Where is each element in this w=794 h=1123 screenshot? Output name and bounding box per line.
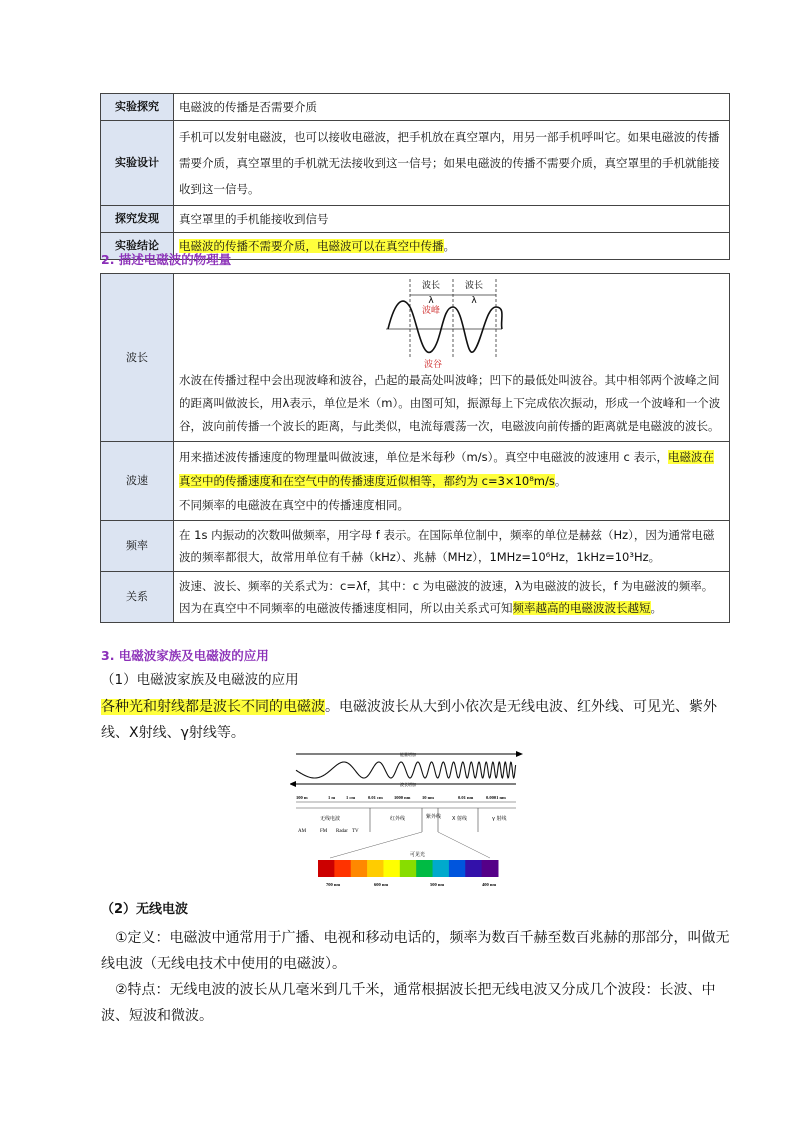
scale-label: 10 nm xyxy=(422,795,434,800)
row-label: 实验结论 xyxy=(101,233,174,260)
visible-light-label: 可见光 xyxy=(410,852,426,858)
table-row xyxy=(101,442,730,521)
row-text xyxy=(174,572,730,623)
table-row xyxy=(101,206,730,233)
row-text: 手机可以发射电磁波，也可以接收电磁波，把手机放在真空罩内，用另一部手机呼叫它。如果电磁波的传播需要介质，真空罩里的手机就无法接收到这一信号；如果电磁波的传播不需要介质，真空罩里的手机就能接收到这一信号。 xyxy=(174,121,730,206)
spectrum-color-band xyxy=(433,860,450,877)
table-row xyxy=(101,121,730,206)
section-title: 2. 描述电磁波的物理量 xyxy=(101,252,232,267)
spectrum-color-band xyxy=(482,860,499,877)
row-label: 关系 xyxy=(101,572,174,623)
band-label: 无线电波 xyxy=(320,816,341,822)
highlight-text: 各种光和射线都是波长不同的电磁波 xyxy=(101,699,325,715)
table-row xyxy=(101,521,730,572)
row-label: 探究发现 xyxy=(101,206,174,233)
wavelength-text: 水波在传播过程中会出现波峰和波谷，凸起的最高处叫波峰；凹下的最低处叫波谷。其中相邻两个波峰之间的距离叫做波长，用λ表示，单位是米（m）。由图可知，振源每上下完成依次振动，形成一个波峰和一个波谷，波向前传播一个波长的距离，与此类似，电流每震荡一次，电磁波向前传播的距离就是电磁波的波长。 xyxy=(179,373,721,433)
visible-scale-label: 500 nm xyxy=(430,882,445,887)
lambda-symbol: λ xyxy=(427,296,434,306)
paragraph: ①定义：电磁波中通常用于广播、电视和移动电话的，频率为数百千赫至数百兆赫的那部分，叫做无线电波（无线电技术中使用的电磁波）。 xyxy=(101,930,730,972)
visible-scale-label: 700 nm xyxy=(326,882,341,887)
row-text xyxy=(174,442,730,521)
experiment-table xyxy=(100,93,730,260)
crest-label: 波峰 xyxy=(421,306,440,316)
scale-label: 1 cm xyxy=(346,795,356,800)
spectrum-color-band xyxy=(351,860,368,877)
highlight-text: 电磁波的传播不需要介质，电磁波可以在真空中传播 xyxy=(179,239,444,253)
speed-text-2: 不同频率的电磁波在真空中的传播速度相同。 xyxy=(179,498,409,512)
scale-label: 0.01 nm xyxy=(458,795,474,800)
radio-label: FM xyxy=(320,829,328,834)
sub-heading: （1）电磁波家族及电磁波的应用 xyxy=(101,672,299,688)
highlight-text: 电磁波在真空中的传播速度和在空气中的传播速度近似相等，都约为 c=3×10⁸m/s xyxy=(179,450,714,488)
band-label: 红外线 xyxy=(390,816,406,822)
highlight-text: 频率越高的电磁波波长越短 xyxy=(512,601,651,615)
row-text: 在 1s 内振动的次数叫做频率，用字母 f 表示。在国际单位制中，频率的单位是赫兹（Hz），因为通常电磁波的频率都很大，故常用单位有千赫（kHz）、兆赫（MHz），1MHz=10⁶Hz，1kHz=10³Hz。 xyxy=(174,521,730,572)
scale-label: 1 m xyxy=(328,795,336,800)
scale-label: 100 m xyxy=(296,795,308,800)
spectrum-color-band xyxy=(400,860,417,877)
wavelength-label: 波长 xyxy=(464,281,483,291)
radio-label: AM xyxy=(298,829,307,834)
sub-heading: （2）无线电波 xyxy=(101,902,189,917)
speed-text: 用来描述波传播速度的物理量叫做波速，单位是米每秒（m/s）。真空中电磁波的波速用 c 表示， xyxy=(179,450,668,464)
band-label: X 射线 xyxy=(452,816,468,822)
row-label: 波长 xyxy=(101,274,174,442)
row-label: 波速 xyxy=(101,442,174,521)
trough-label: 波谷 xyxy=(423,360,442,369)
band-label: 紫外线 xyxy=(426,814,442,820)
relation-text: 波速、波长、频率的关系式为：c=λf，其中：c 为电磁波的波速，λ为电磁波的波长，f 为电磁波的频率。因为在真空中不同频率的电磁波传播速度相同，所以由关系式可知 xyxy=(179,579,714,615)
table-row xyxy=(101,572,730,623)
paragraph xyxy=(101,694,731,746)
scale-label: 1000 nm xyxy=(394,795,411,800)
spectrum-color-band xyxy=(367,860,384,877)
spectrum-color-band xyxy=(449,860,466,877)
wave-diagram xyxy=(382,277,522,369)
text-tail: 。 xyxy=(443,239,455,253)
band-label: γ 射线 xyxy=(492,816,507,822)
table-row xyxy=(101,274,730,442)
visible-spectrum-bar xyxy=(318,860,499,877)
radio-label: TV xyxy=(352,829,359,834)
row-label: 实验设计 xyxy=(101,121,174,206)
table-row xyxy=(101,94,730,121)
energy-label: 能量增加 xyxy=(400,752,416,757)
row-text: 电磁波的传播是否需要介质 xyxy=(174,94,730,121)
scale-label: 0.0001 nm xyxy=(486,795,506,800)
text-tail: 。 xyxy=(650,601,662,615)
spectrum-color-band xyxy=(334,860,351,877)
text-tail: 。 xyxy=(554,474,567,488)
scale-label: 0.01 cm xyxy=(368,795,383,800)
row-text xyxy=(174,233,730,260)
row-label: 频率 xyxy=(101,521,174,572)
wavelength-label: 波长 xyxy=(421,281,440,291)
row-text xyxy=(174,274,730,442)
quantities-table xyxy=(100,273,730,623)
spectrum-color-band xyxy=(416,860,433,877)
visible-scale-label: 600 nm xyxy=(374,882,389,887)
paragraph: ②特点：无线电波的波长从几毫米到几千米，通常根据波长把无线电波又分成几个波段：长波、中波、短波和微波。 xyxy=(101,982,716,1024)
section-title: 3. 电磁波家族及电磁波的应用 xyxy=(101,648,269,663)
row-text: 真空罩里的手机能接收到信号 xyxy=(174,206,730,233)
spectrum-color-band xyxy=(465,860,482,877)
lambda-symbol: λ xyxy=(470,296,477,306)
spectrum-diagram xyxy=(290,748,530,890)
spectrum-color-band xyxy=(318,860,335,877)
row-label: 实验探究 xyxy=(101,94,174,121)
radio-label: Radar xyxy=(336,829,348,834)
visible-scale-label: 400 nm xyxy=(482,882,497,887)
wavelength-increase-label: 波长增加 xyxy=(400,782,416,787)
spectrum-color-band xyxy=(383,860,400,877)
paragraph-text: 。电磁波波长从大到小依次是无线电波、红外线、可见光、紫外线、X射线、γ射线等。 xyxy=(101,699,717,741)
